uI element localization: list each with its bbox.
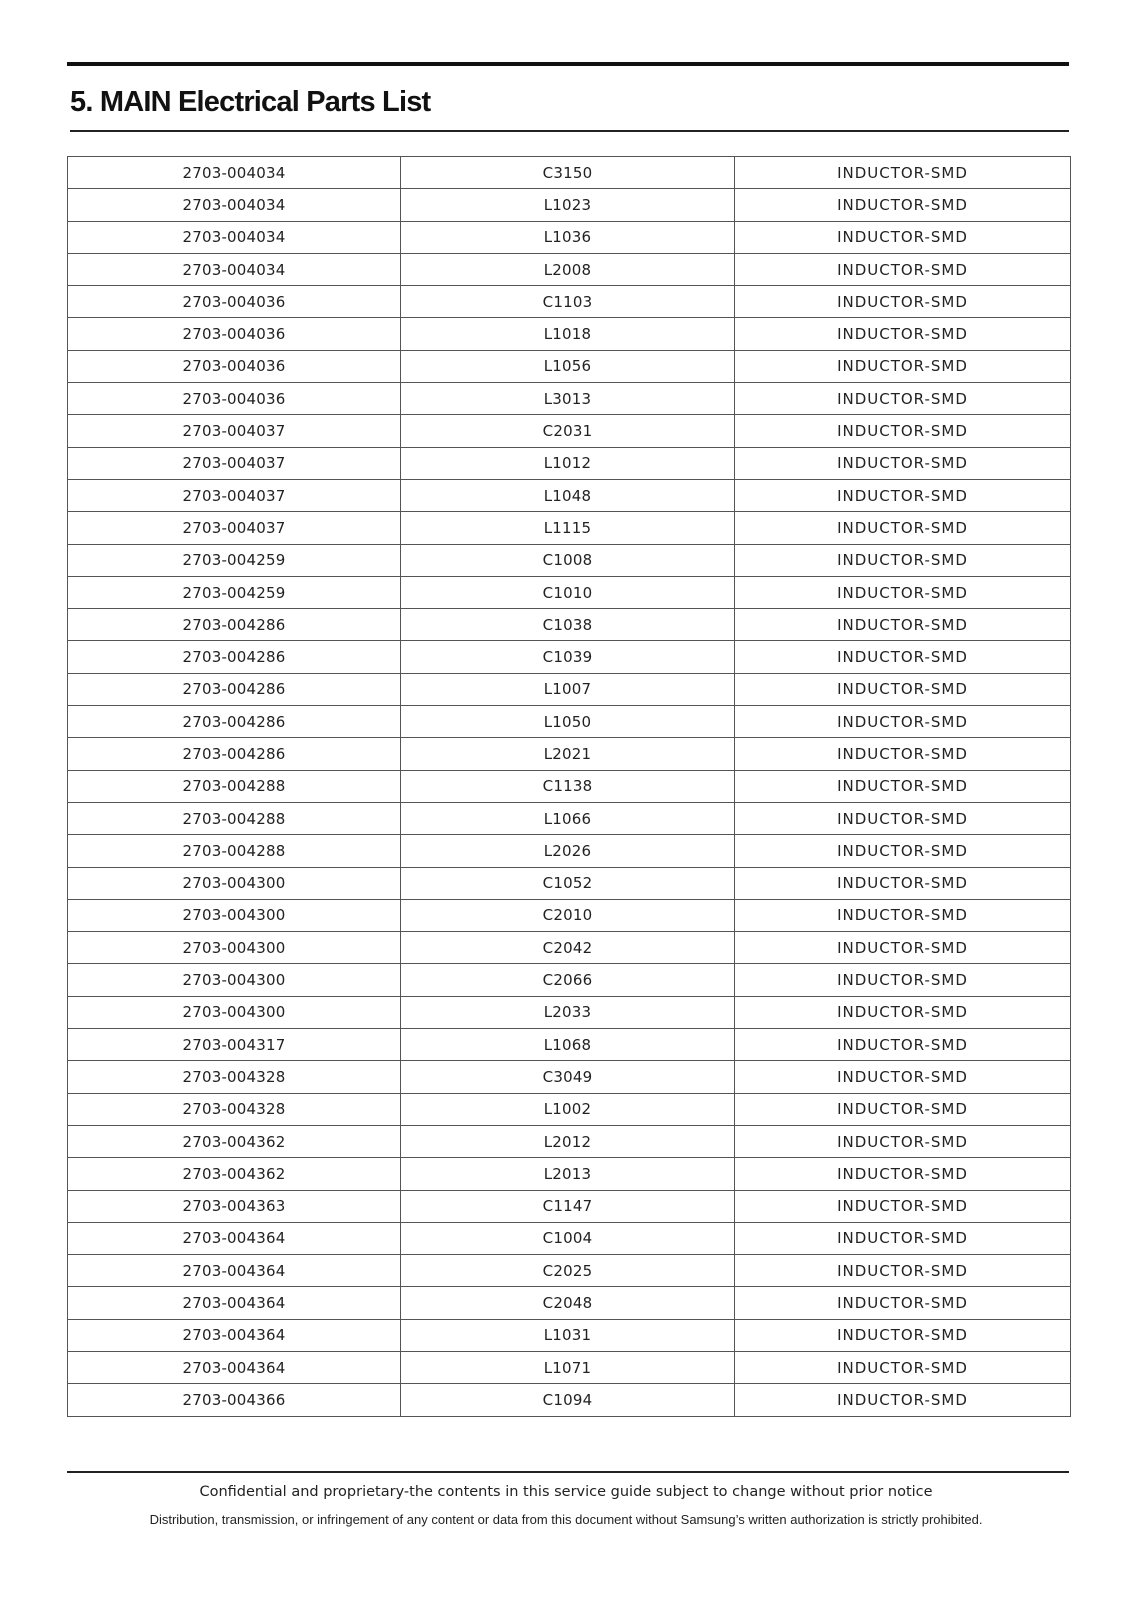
table-row [68,964,1071,996]
part-number-cell: 2703-004300 [68,932,401,964]
table-row [68,641,1071,673]
table-row [68,318,1071,350]
part-number-cell: 2703-004034 [68,157,401,189]
description-cell: INDUCTOR-SMD [735,286,1071,318]
part-number-cell: 2703-004259 [68,544,401,576]
table-row [68,1255,1071,1287]
part-number-cell: 2703-004034 [68,189,401,221]
description-cell: INDUCTOR-SMD [735,899,1071,931]
description-cell: INDUCTOR-SMD [735,1222,1071,1254]
part-number-cell: 2703-004036 [68,318,401,350]
description-cell: INDUCTOR-SMD [735,221,1071,253]
location-cell: L1023 [401,189,735,221]
table-row [68,738,1071,770]
part-number-cell: 2703-004036 [68,350,401,382]
table-row [68,1125,1071,1157]
description-cell: INDUCTOR-SMD [735,770,1071,802]
part-number-cell: 2703-004328 [68,1093,401,1125]
table-row [68,189,1071,221]
description-cell: INDUCTOR-SMD [735,932,1071,964]
footer-confidential-notice: Confidential and proprietary-the contents in this service guide subject to change without prior notice [199,1484,933,1500]
description-cell: INDUCTOR-SMD [735,447,1071,479]
description-cell: INDUCTOR-SMD [735,802,1071,834]
description-cell: INDUCTOR-SMD [735,1255,1071,1287]
description-cell: INDUCTOR-SMD [735,1319,1071,1351]
location-cell: C2010 [401,899,735,931]
description-cell: INDUCTOR-SMD [735,1287,1071,1319]
description-cell: INDUCTOR-SMD [735,1125,1071,1157]
location-cell: C1039 [401,641,735,673]
part-number-cell: 2703-004366 [68,1384,401,1416]
table-row [68,1061,1071,1093]
part-number-cell: 2703-004288 [68,835,401,867]
table-row [68,1351,1071,1383]
part-number-cell: 2703-004364 [68,1319,401,1351]
description-cell: INDUCTOR-SMD [735,350,1071,382]
location-cell: C2025 [401,1255,735,1287]
table-row [68,286,1071,318]
part-number-cell: 2703-004034 [68,221,401,253]
description-cell: INDUCTOR-SMD [735,318,1071,350]
location-cell: C1103 [401,286,735,318]
table-row [68,350,1071,382]
table-row [68,576,1071,608]
part-number-cell: 2703-004036 [68,383,401,415]
location-cell: L1071 [401,1351,735,1383]
location-cell: L2021 [401,738,735,770]
table-row [68,835,1071,867]
part-number-cell: 2703-004364 [68,1351,401,1383]
location-cell: L1056 [401,350,735,382]
description-cell: INDUCTOR-SMD [735,383,1071,415]
location-cell: C1094 [401,1384,735,1416]
part-number-cell: 2703-004037 [68,415,401,447]
description-cell: INDUCTOR-SMD [735,996,1071,1028]
table-row [68,1029,1071,1061]
description-cell: INDUCTOR-SMD [735,479,1071,511]
description-cell: INDUCTOR-SMD [735,673,1071,705]
part-number-cell: 2703-004288 [68,770,401,802]
description-cell: INDUCTOR-SMD [735,1190,1071,1222]
location-cell: C1147 [401,1190,735,1222]
table-row [68,609,1071,641]
description-cell: INDUCTOR-SMD [735,157,1071,189]
location-cell: L1115 [401,512,735,544]
part-number-cell: 2703-004364 [68,1287,401,1319]
parts-table-body [68,157,1071,1417]
table-row [68,770,1071,802]
description-cell: INDUCTOR-SMD [735,609,1071,641]
parts-table [67,156,1071,1417]
description-cell: INDUCTOR-SMD [735,867,1071,899]
table-row [68,253,1071,285]
description-cell: INDUCTOR-SMD [735,1158,1071,1190]
description-cell: INDUCTOR-SMD [735,1061,1071,1093]
location-cell: C3150 [401,157,735,189]
table-row [68,415,1071,447]
page-title: 5. MAIN Electrical Parts List [70,86,431,118]
location-cell: L3013 [401,383,735,415]
table-row [68,1319,1071,1351]
table-row [68,544,1071,576]
table-row [68,1190,1071,1222]
location-cell: L1007 [401,673,735,705]
table-row [68,996,1071,1028]
location-cell: C2048 [401,1287,735,1319]
part-number-cell: 2703-004300 [68,996,401,1028]
part-number-cell: 2703-004286 [68,641,401,673]
location-cell: C1010 [401,576,735,608]
location-cell: C1008 [401,544,735,576]
location-cell: L1002 [401,1093,735,1125]
location-cell: C1038 [401,609,735,641]
part-number-cell: 2703-004363 [68,1190,401,1222]
title-rule [70,130,1069,132]
location-cell: C3049 [401,1061,735,1093]
location-cell: L1066 [401,802,735,834]
location-cell: L1036 [401,221,735,253]
description-cell: INDUCTOR-SMD [735,738,1071,770]
table-row [68,802,1071,834]
description-cell: INDUCTOR-SMD [735,706,1071,738]
part-number-cell: 2703-004037 [68,447,401,479]
part-number-cell: 2703-004362 [68,1125,401,1157]
description-cell: INDUCTOR-SMD [735,964,1071,996]
table-row [68,1222,1071,1254]
location-cell: L2026 [401,835,735,867]
description-cell: INDUCTOR-SMD [735,253,1071,285]
location-cell: L1018 [401,318,735,350]
part-number-cell: 2703-004364 [68,1222,401,1254]
part-number-cell: 2703-004364 [68,1255,401,1287]
location-cell: C1138 [401,770,735,802]
table-row [68,383,1071,415]
table-row [68,1158,1071,1190]
location-cell: L1048 [401,479,735,511]
location-cell: L1031 [401,1319,735,1351]
location-cell: C2066 [401,964,735,996]
location-cell: L1050 [401,706,735,738]
description-cell: INDUCTOR-SMD [735,641,1071,673]
location-cell: L2013 [401,1158,735,1190]
part-number-cell: 2703-004259 [68,576,401,608]
table-row [68,932,1071,964]
description-cell: INDUCTOR-SMD [735,1384,1071,1416]
location-cell: L2008 [401,253,735,285]
table-row [68,512,1071,544]
description-cell: INDUCTOR-SMD [735,512,1071,544]
part-number-cell: 2703-004362 [68,1158,401,1190]
table-row [68,479,1071,511]
description-cell: INDUCTOR-SMD [735,1029,1071,1061]
location-cell: C1052 [401,867,735,899]
part-number-cell: 2703-004286 [68,706,401,738]
description-cell: INDUCTOR-SMD [735,576,1071,608]
table-row [68,867,1071,899]
table-row [68,1287,1071,1319]
location-cell: L1068 [401,1029,735,1061]
description-cell: INDUCTOR-SMD [735,415,1071,447]
location-cell: L2033 [401,996,735,1028]
part-number-cell: 2703-004300 [68,899,401,931]
description-cell: INDUCTOR-SMD [735,835,1071,867]
location-cell: C1004 [401,1222,735,1254]
part-number-cell: 2703-004300 [68,867,401,899]
part-number-cell: 2703-004286 [68,673,401,705]
description-cell: INDUCTOR-SMD [735,189,1071,221]
part-number-cell: 2703-004300 [68,964,401,996]
table-row [68,1384,1071,1416]
table-row [68,899,1071,931]
table-row [68,706,1071,738]
part-number-cell: 2703-004286 [68,738,401,770]
table-row [68,157,1071,189]
part-number-cell: 2703-004286 [68,609,401,641]
part-number-cell: 2703-004328 [68,1061,401,1093]
part-number-cell: 2703-004037 [68,479,401,511]
description-cell: INDUCTOR-SMD [735,544,1071,576]
description-cell: INDUCTOR-SMD [735,1093,1071,1125]
table-row [68,221,1071,253]
footer-rule [67,1471,1069,1473]
location-cell: C2042 [401,932,735,964]
description-cell: INDUCTOR-SMD [735,1351,1071,1383]
part-number-cell: 2703-004036 [68,286,401,318]
top-rule [67,62,1069,66]
part-number-cell: 2703-004037 [68,512,401,544]
location-cell: L1012 [401,447,735,479]
table-row [68,447,1071,479]
location-cell: C2031 [401,415,735,447]
table-row [68,673,1071,705]
table-row [68,1093,1071,1125]
location-cell: L2012 [401,1125,735,1157]
part-number-cell: 2703-004034 [68,253,401,285]
part-number-cell: 2703-004317 [68,1029,401,1061]
footer-distribution-notice: Distribution, transmission, or infringement of any content or data from this document without Samsung’s written authorization is strictly prohibited. [149,1512,983,1527]
part-number-cell: 2703-004288 [68,802,401,834]
